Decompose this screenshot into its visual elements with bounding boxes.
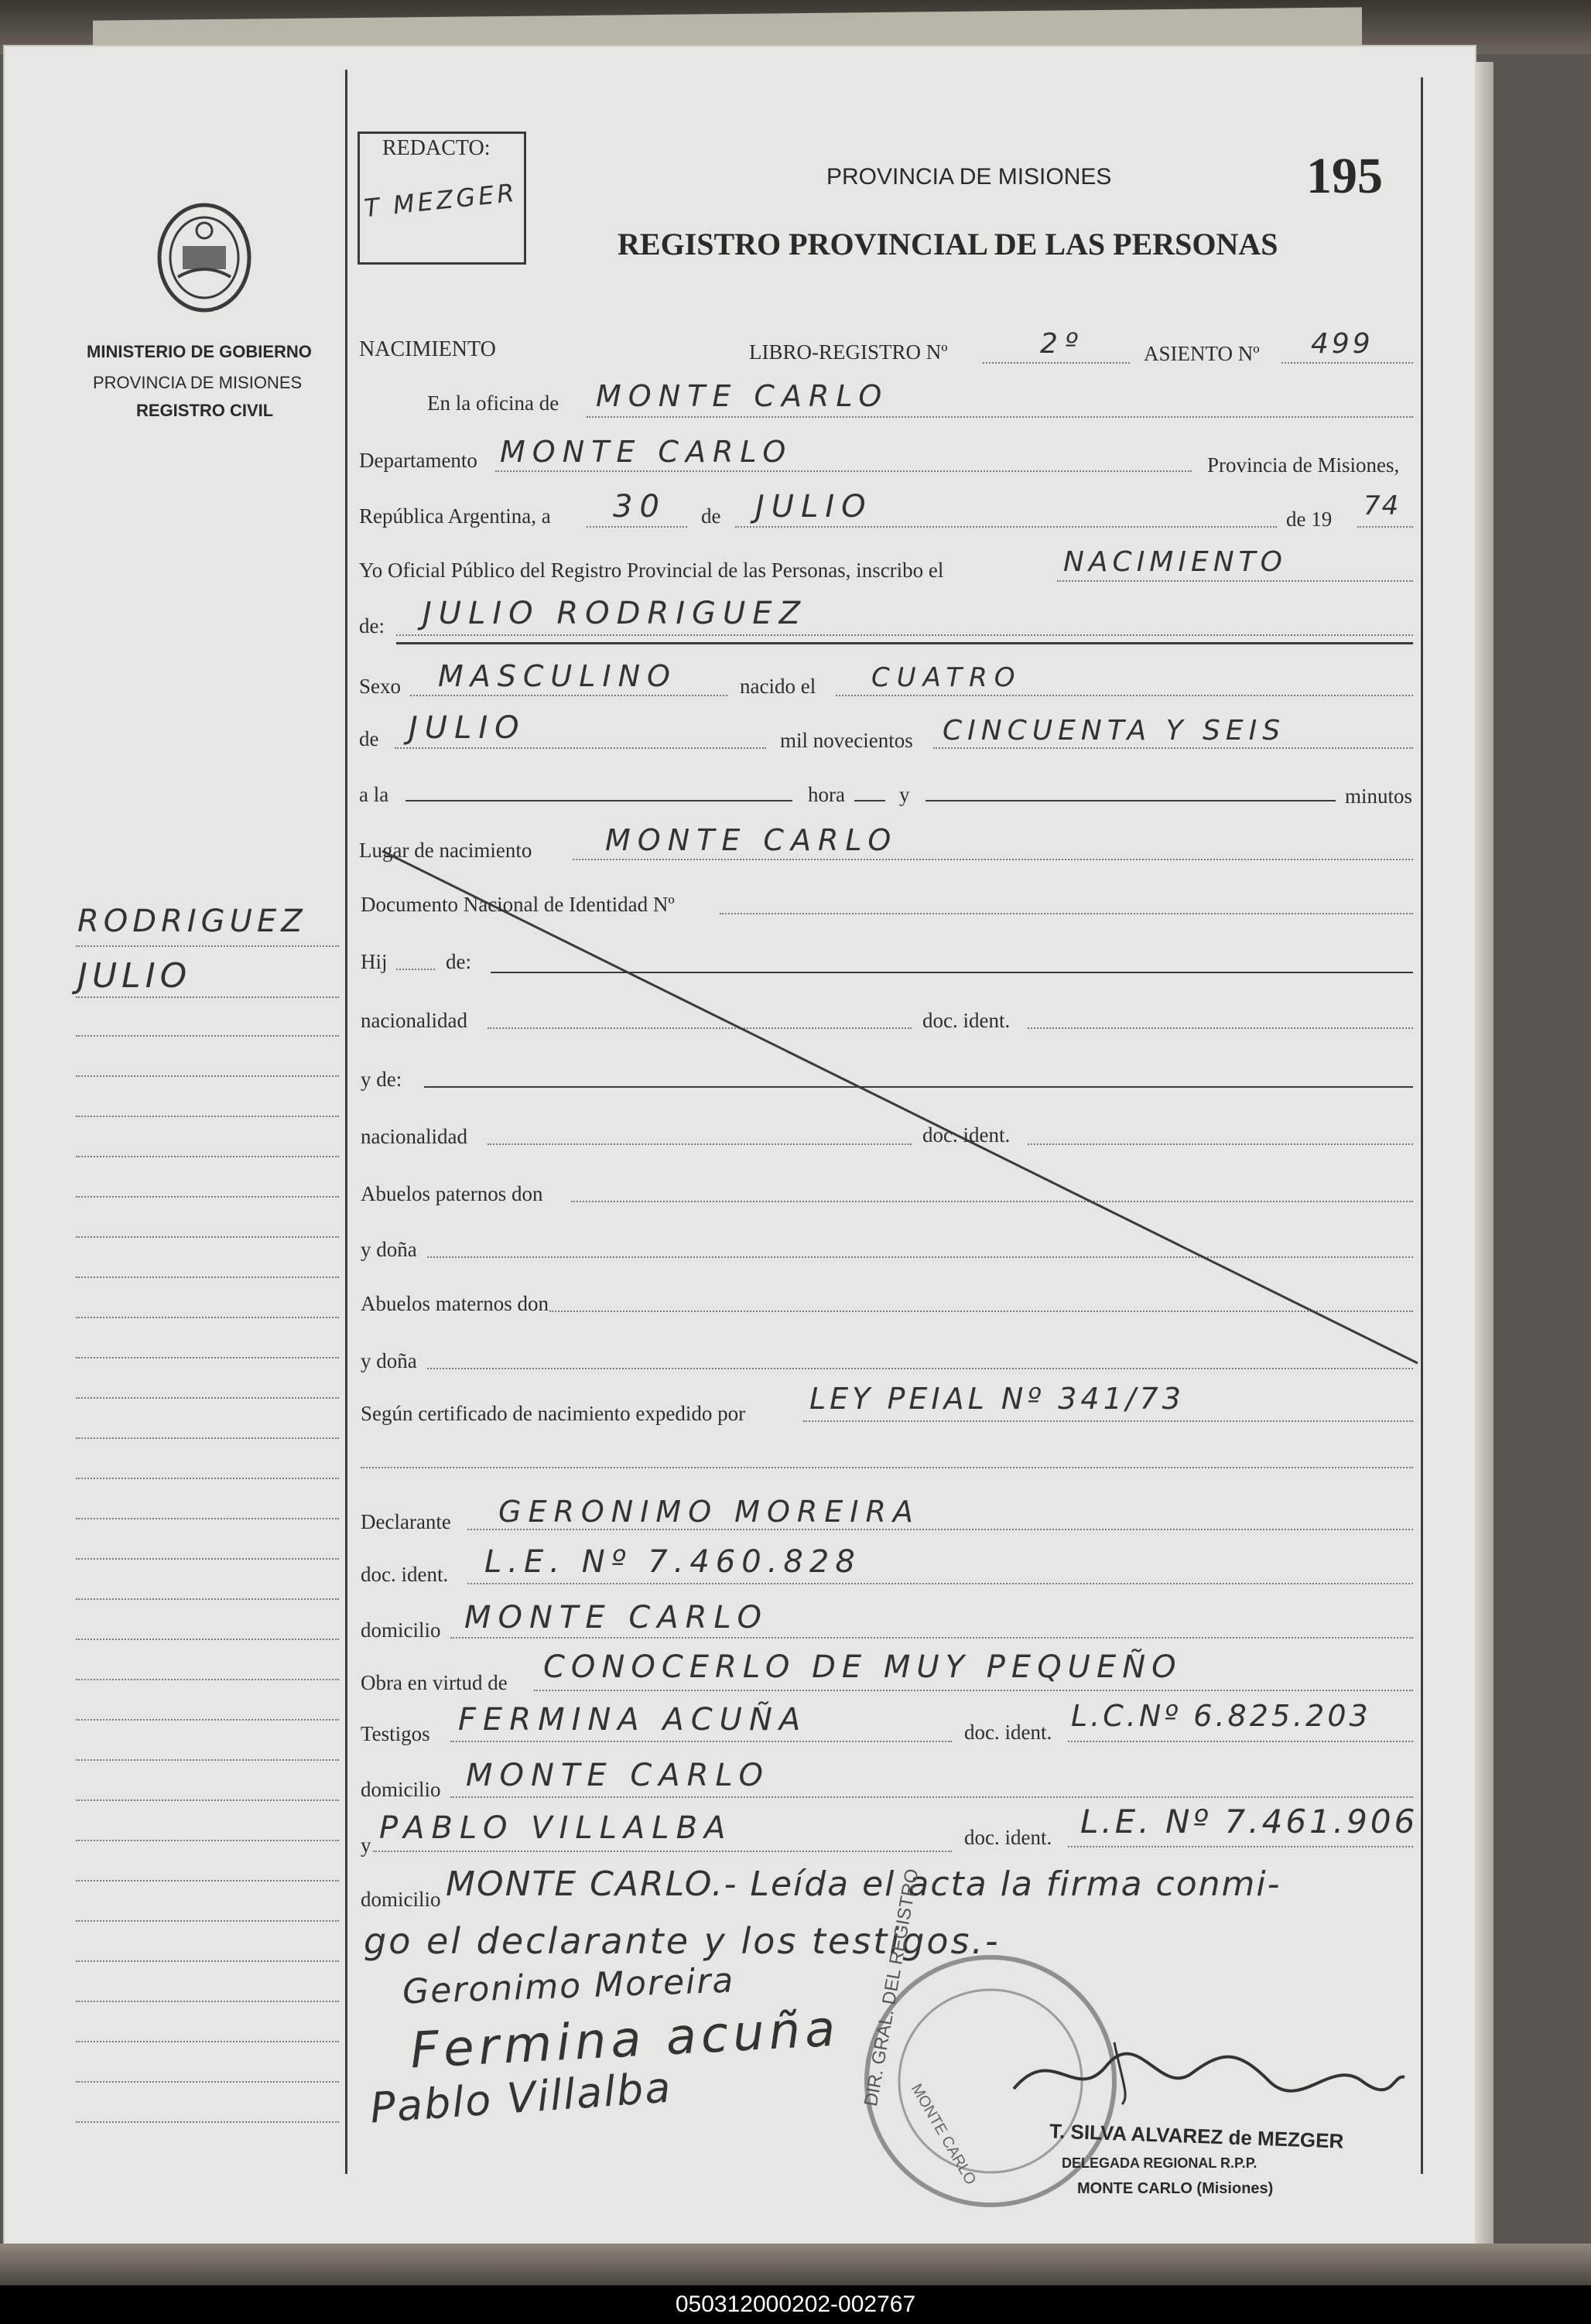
de2-label: de [359, 727, 379, 750]
obra-value: CONOCERLO DE MUY PEQUEÑO [543, 1649, 1182, 1685]
testigo1-doc-line [1068, 1741, 1413, 1742]
sidebar-ministerio: MINISTERIO DE GOBIERNO [87, 342, 312, 361]
inscribo-value: NACIMIENTO [1063, 546, 1287, 578]
stamp-text-place: MONTE CARLO [907, 2081, 980, 2189]
closing-line: go el declarante y los testigos.- [364, 1920, 1001, 1962]
libro-value: 2º [1040, 328, 1085, 360]
official-name: T. SILVA ALVAREZ de MEZGER [1049, 2119, 1344, 2153]
hora-label: hora [808, 783, 845, 806]
de-colon-label: de: [359, 614, 385, 637]
libro-label: LIBRO-REGISTRO Nº [749, 340, 948, 364]
nacionalidad-label: nacionalidad [361, 1009, 467, 1032]
minutos-label: minutos [1345, 784, 1413, 808]
de3-label: de: [446, 950, 471, 973]
declarante-label: Declarante [361, 1510, 451, 1533]
nacido-label: nacido el [740, 675, 816, 698]
record-type-label: NACIMIENTO [359, 337, 496, 361]
domicilio2-line [450, 1796, 1413, 1798]
departamento-value: MONTE CARLO [500, 435, 793, 469]
de-label: de [701, 504, 721, 528]
margin-surname: RODRIGUEZ [77, 904, 307, 939]
lugar-label: Lugar de nacimiento [359, 839, 532, 862]
oficina-value: MONTE CARLO [596, 379, 889, 413]
signature-pablo: Pablo Villalba [368, 2063, 674, 2133]
mes-nac-value: JULIO [409, 710, 526, 746]
y-dona2-label: y doña [361, 1349, 417, 1372]
nacido-value: CUATRO [871, 662, 1022, 693]
segun-label: Según certificado de nacimiento expedido por [361, 1402, 746, 1425]
oficina-label: En la oficina de [427, 391, 559, 415]
documento-label: Documento Nacional de Identidad Nº [361, 893, 675, 916]
day-value: 30 [613, 489, 666, 525]
sidebar-registro: REGISTRO CIVIL [136, 401, 274, 420]
official-signature-scribble [1006, 2027, 1408, 2112]
margin-name: JULIO [77, 956, 192, 996]
declarante-line [467, 1529, 1413, 1530]
a-la-label: a la [359, 783, 389, 806]
segun-line2 [361, 1467, 1413, 1468]
doc-ident5-label: doc. ident. [964, 1826, 1052, 1849]
domicilio3-value: MONTE CARLO.- Leída el acta la firma conmi- [446, 1864, 1281, 1904]
doc-ident2-label: doc. ident. [922, 1123, 1011, 1147]
image-code-footer: 050312000202-002767 [0, 2285, 1591, 2324]
province-title: PROVINCIA DE MISIONES [826, 164, 1112, 190]
obra-line [534, 1690, 1413, 1691]
segun-line [803, 1420, 1413, 1422]
testigo2-doc-line [1068, 1846, 1413, 1847]
sexo-label: Sexo [359, 675, 401, 698]
testigo1-value: FERMINA ACUÑA [458, 1702, 808, 1738]
declarante-doc: L.E. Nº 7.460.828 [484, 1544, 861, 1580]
testigos-label: Testigos [361, 1722, 430, 1745]
provincia-suffix: Provincia de Misiones, [1207, 453, 1400, 477]
nombre-value: JULIO RODRIGUEZ [423, 596, 807, 631]
month-value: JULIO [755, 489, 873, 525]
obra-label: Obra en virtud de [361, 1671, 508, 1694]
asiento-value: 499 [1311, 328, 1374, 360]
y-dona-label: y doña [361, 1238, 417, 1261]
republica-label: República Argentina, a [359, 504, 551, 528]
stamp-text: DIR. GRAL. DEL REGISTRO [861, 1867, 923, 2108]
asiento-label: ASIENTO Nº [1144, 342, 1260, 365]
anio-nac-value: CINCUENTA Y SEIS [943, 715, 1286, 747]
testigo2-doc: L.E. Nº 7.461.906 [1080, 1803, 1418, 1840]
year-value: 74 [1363, 490, 1401, 521]
hij-label: Hij [361, 950, 388, 973]
domicilio-line [450, 1637, 1413, 1639]
signature-geronimo: Geronimo Moreira [402, 1960, 736, 2012]
testigo2-value: PABLO VILLALBA [379, 1810, 733, 1846]
departamento-label: Departamento [359, 449, 477, 472]
doc-ident4-label: doc. ident. [964, 1721, 1052, 1744]
official-place: MONTE CARLO (Misiones) [1077, 2180, 1274, 2197]
segun-value: LEY PEIAL Nº 341/73 [809, 1382, 1185, 1416]
domicilio2-label: domicilio [361, 1778, 441, 1801]
abuelos-paternos-label: Abuelos paternos don [361, 1182, 543, 1205]
testigo2-line [373, 1851, 952, 1852]
official-title: DELEGADA REGIONAL R.P.P. [1062, 2155, 1257, 2171]
mil-label: mil novecientos [780, 729, 913, 752]
y-label: y [899, 783, 910, 806]
year-prefix: de 19 [1286, 508, 1333, 531]
domicilio3-label: domicilio [361, 1888, 441, 1911]
doc-ident3-label: doc. ident. [361, 1563, 449, 1586]
sidebar-provincia: PROVINCIA DE MISIONES [93, 373, 303, 392]
testigo1-line [450, 1741, 952, 1742]
abuelos-maternos-label: Abuelos maternos don [361, 1292, 549, 1315]
signature-fermina: Fermina acuña [409, 2000, 842, 2080]
doc-ident-label: doc. ident. [922, 1009, 1011, 1032]
y-de-label: y de: [361, 1068, 402, 1091]
redacto-name: T MEZGER [362, 177, 519, 224]
redacto-label: REDACTO: [382, 136, 491, 160]
declarante-doc-line [467, 1583, 1413, 1584]
nacionalidad2-label: nacionalidad [361, 1125, 467, 1148]
lugar-value: MONTE CARLO [605, 823, 898, 857]
domicilio-label: domicilio [361, 1618, 441, 1642]
y2-label: y [361, 1834, 371, 1857]
page-number: 195 [1306, 148, 1383, 204]
domicilio2-value: MONTE CARLO [466, 1758, 770, 1793]
registry-title: REGISTRO PROVINCIAL DE LAS PERSONAS [618, 227, 1278, 261]
domicilio-value: MONTE CARLO [464, 1600, 768, 1635]
oficial-text: Yo Oficial Público del Registro Provincial de las Personas, inscribo el [359, 559, 944, 582]
declarante-value: GERONIMO MOREIRA [498, 1495, 920, 1529]
testigo1-doc: L.C.Nº 6.825.203 [1071, 1699, 1371, 1733]
sexo-value: MASCULINO [438, 659, 677, 693]
